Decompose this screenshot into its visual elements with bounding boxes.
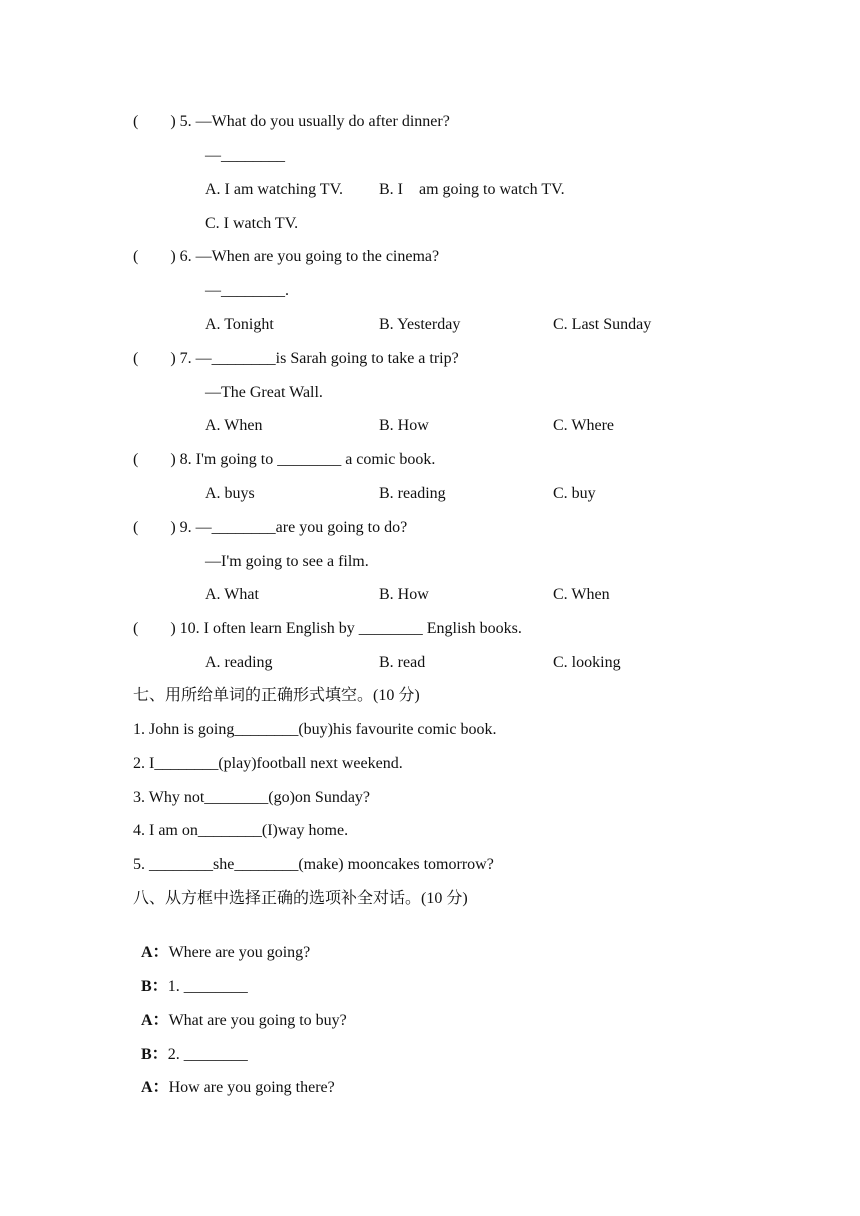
dialogue-text: 1. ________ (167, 978, 248, 995)
section-7-heading: 七、用所给单词的正确形式填空。(10 分) (133, 687, 420, 704)
question-10-option-c: C. looking (553, 654, 621, 671)
section-7-item-4: 4. I am on________(I)way home. (133, 822, 349, 839)
question-6-answer-line: —________. (205, 282, 289, 299)
question-10-option-a: A. reading (205, 654, 273, 671)
question-10-stem: ( ) 10. I often learn English by ________ English books. (133, 620, 522, 637)
question-7-option-a: A. When (205, 417, 263, 434)
question-5-option-b: B. I am going to watch TV. (379, 181, 565, 198)
dialogue-speaker: A： (141, 944, 169, 961)
question-5-option-a: A. I am watching TV. (205, 181, 344, 198)
question-9-option-b: B. How (379, 586, 429, 603)
dialogue-speaker: A： (141, 1012, 169, 1029)
question-5-answer-line: —________ (205, 147, 285, 164)
dialogue-text: How are you going there? (168, 1079, 335, 1096)
question-7-option-b: B. How (379, 417, 429, 434)
section-7-item-5: 5. ________she________(make) mooncakes tomorrow? (133, 856, 494, 873)
section-7-item-1: 1. John is going________(buy)his favourite comic book. (133, 721, 497, 738)
question-8-option-a: A. buys (205, 485, 255, 502)
section-7-item-2: 2. I________(play)football next weekend. (133, 755, 403, 772)
dialogue-text: 2. ________ (167, 1046, 248, 1063)
question-8-option-b: B. reading (379, 485, 446, 502)
question-5-option-c: C. I watch TV. (205, 215, 299, 232)
question-7-stem: ( ) 7. —________is Sarah going to take a trip? (133, 350, 459, 367)
question-6-option-a: A. Tonight (205, 316, 274, 333)
section-8-heading: 八、从方框中选择正确的选项补全对话。(10 分) (133, 890, 468, 907)
question-9-stem: ( ) 9. —________are you going to do? (133, 519, 408, 536)
question-8-option-c: C. buy (553, 485, 596, 502)
question-10-option-b: B. read (379, 654, 426, 671)
question-6-option-c: C. Last Sunday (553, 316, 652, 333)
question-9-option-a: A. What (205, 586, 259, 603)
dialogue-line-5 (133, 1058, 335, 1098)
question-8-stem: ( ) 8. I'm going to ________ a comic book. (133, 451, 436, 468)
question-6-stem: ( ) 6. —When are you going to the cinema? (133, 248, 440, 265)
question-7-option-c: C. Where (553, 417, 615, 434)
question-7-answer-line: —The Great Wall. (205, 384, 323, 401)
question-5-stem: ( ) 5. —What do you usually do after dinner? (133, 113, 450, 130)
section-7-item-3: 3. Why not________(go)on Sunday? (133, 789, 371, 806)
dialogue-speaker: B： (141, 1046, 168, 1063)
question-9-option-c: C. When (553, 586, 610, 603)
question-9-answer-line: —I'm going to see a film. (205, 553, 369, 570)
dialogue-text: Where are you going? (168, 944, 311, 961)
dialogue-speaker: A： (141, 1079, 169, 1096)
dialogue-text: What are you going to buy? (168, 1012, 347, 1029)
dialogue-speaker: B： (141, 978, 168, 995)
question-6-option-b: B. Yesterday (379, 316, 461, 333)
